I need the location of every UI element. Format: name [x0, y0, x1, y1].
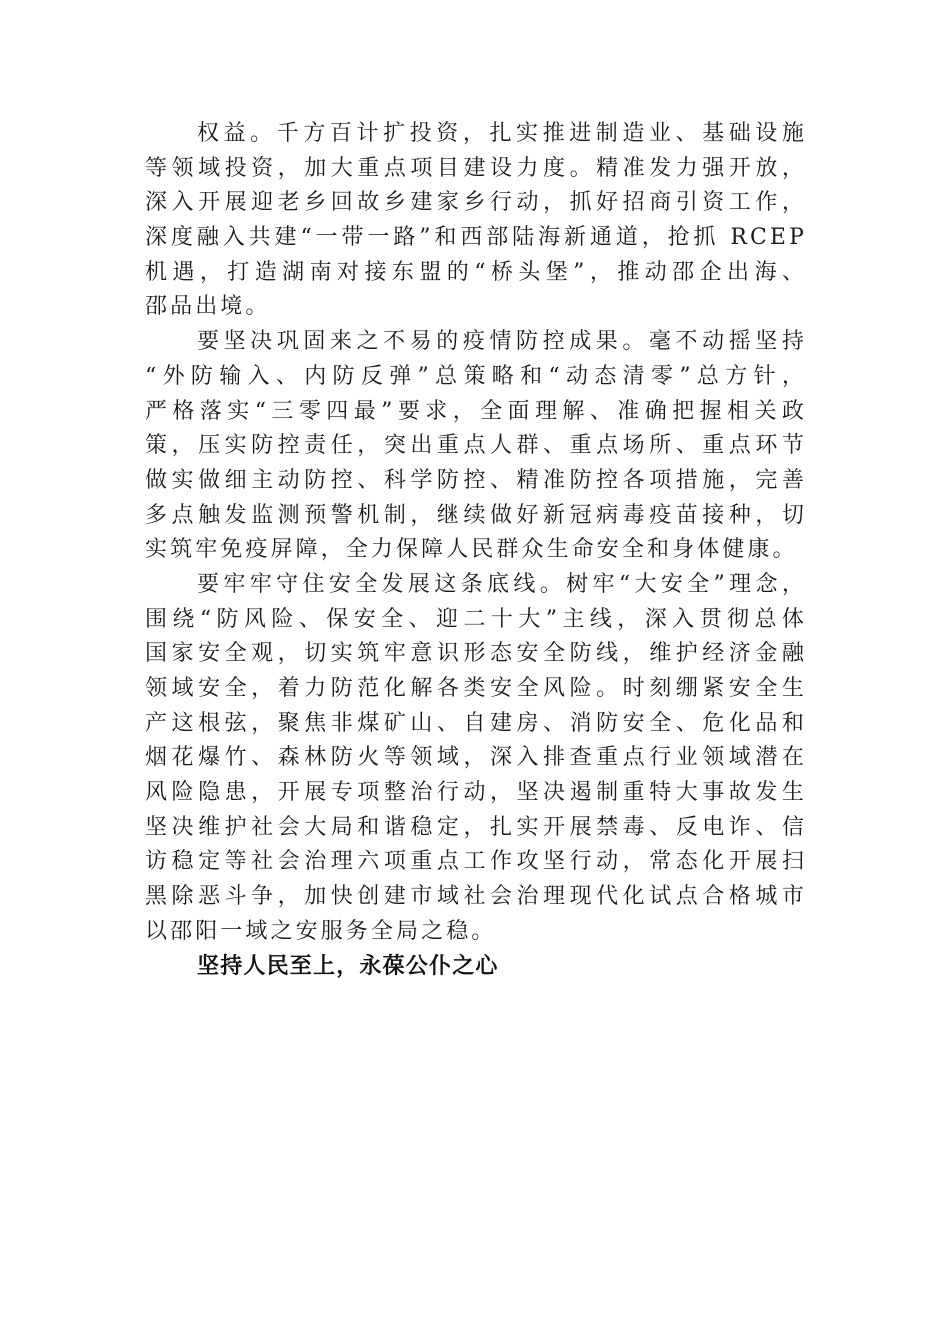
- text-line: 深入开展迎老乡回故乡建家乡行动，抓好招商引资工作，: [145, 190, 807, 216]
- text-line: 要牢牢守住安全发展这条底线。树牢“大安全”理念，: [197, 571, 807, 597]
- text-line: 以邵阳一域之安服务全局之稳。: [145, 918, 497, 944]
- text-line: 策，压实防控责任，突出重点人群、重点场所、重点环节: [145, 433, 807, 459]
- text-line: “外防输入、内防反弹”总策略和“动态清零”总方针，: [145, 363, 807, 389]
- text-line: 深度融入共建“一带一路”和西部陆海新通道，抢抓 RCEP: [145, 225, 807, 251]
- document-body: [145, 117, 807, 984]
- text-line: 风险隐患，开展专项整治行动，坚决遏制重特大事故发生: [145, 780, 807, 806]
- text-line: 围绕“防风险、保安全、迎二十大”主线，深入贯彻总体: [145, 606, 807, 632]
- text-line: 烟花爆竹、森林防火等领域，深入排查重点行业领域潜在: [145, 745, 807, 771]
- text-line: 要坚决巩固来之不易的疫情防控成果。毫不动摇坚持: [197, 329, 807, 355]
- paragraph-1: [145, 117, 807, 325]
- text-line: 权益。千方百计扩投资，扎实推进制造业、基础设施: [197, 121, 807, 146]
- text-line: 领域安全，着力防范化解各类安全风险。时刻绷紧安全生: [145, 676, 807, 701]
- paragraph-2: [145, 325, 807, 568]
- paragraph-3: [145, 568, 807, 950]
- text-line: 黑除恶斗争，加快创建市域社会治理现代化试点合格城市: [145, 884, 807, 910]
- text-line: 多点触发监测预警机制，继续做好新冠病毒疫苗接种，切: [145, 502, 807, 528]
- text-line: 做实做细主动防控、科学防控、精准防控各项措施，完善: [145, 467, 807, 493]
- text-line: 实筑牢免疫屏障，全力保障人民群众生命安全和身体健康。: [145, 537, 798, 563]
- text-line: 访稳定等社会治理六项重点工作攻坚行动，常态化开展扫: [145, 849, 807, 875]
- text-line: 国家安全观，切实筑牢意识形态安全防线，维护经济金融: [145, 641, 807, 667]
- text-line: 坚决维护社会大局和谐稳定，扎实开展禁毒、反电诈、信: [145, 814, 807, 840]
- text-line: 机遇，打造湖南对接东盟的“桥头堡”，推动邵企出海、: [145, 259, 807, 285]
- text-line: 等领域投资，加大重点项目建设力度。精准发力强开放，: [145, 155, 807, 181]
- text-line: 严格落实“三零四最”要求，全面理解、准确把握相关政: [145, 398, 807, 424]
- section-heading: 坚持人民至上，永葆公仆之心: [197, 953, 499, 979]
- text-line: 邵品出境。: [145, 294, 271, 320]
- text-line: 产这根弦，聚焦非煤矿山、自建房、消防安全、危化品和: [145, 710, 807, 736]
